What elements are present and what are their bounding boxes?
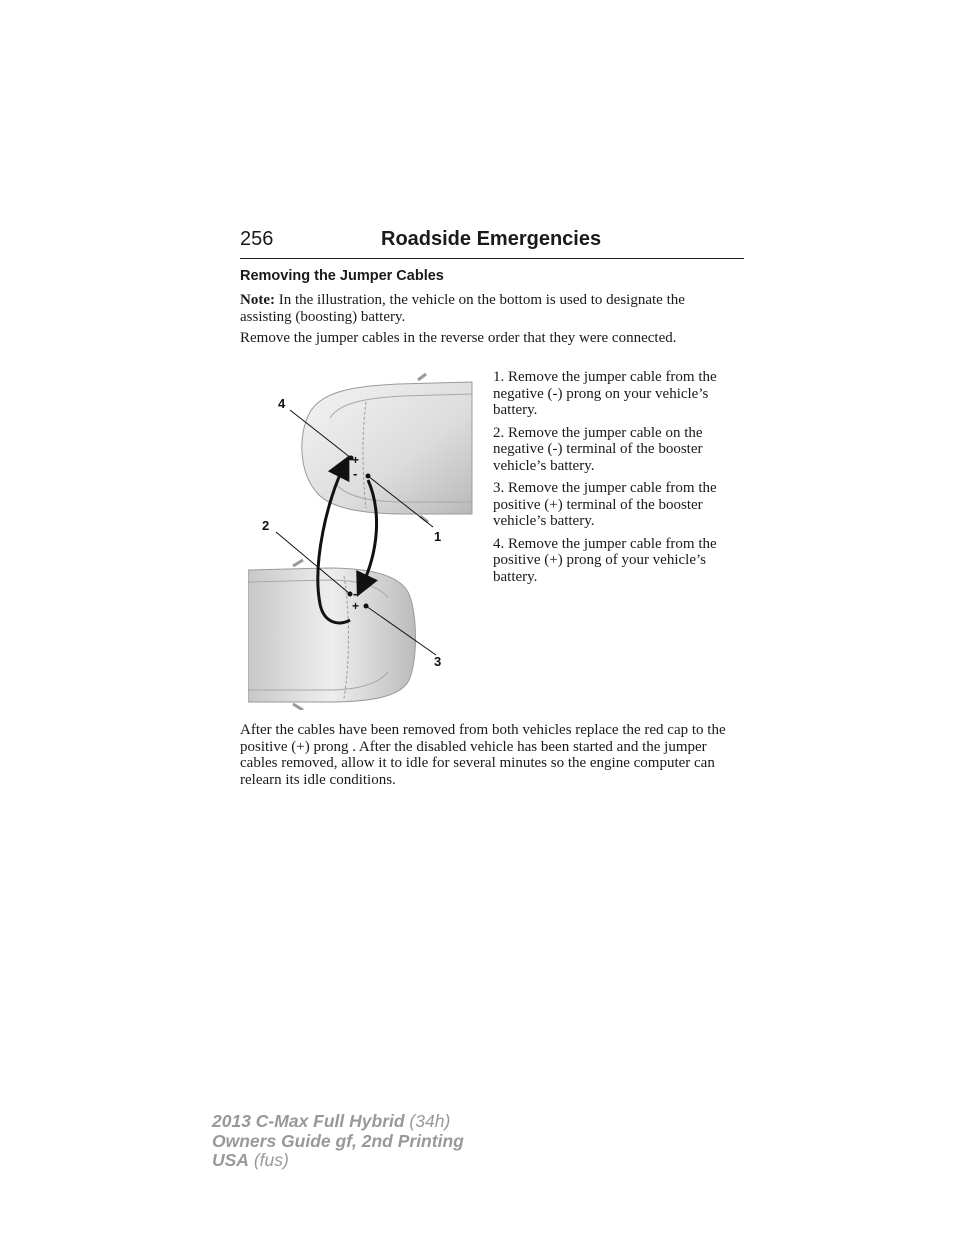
footer-line-1: 2013 C-Max Full Hybrid (34h) [212,1111,451,1131]
section-title: Removing the Jumper Cables [240,268,444,284]
step-2: 2. Remove the jumper cable on the negative (-) terminal of the booster vehicle’s battery. [493,424,703,474]
note-text: In the illustration, the vehicle on the bottom is used to designate the assisting (boosting) battery. [240,292,685,325]
step-3: 3. Remove the jumper cable from the positive (+) terminal of the booster vehicle’s battery. [493,480,717,529]
jump-start-illustration [248,372,474,710]
page-header [240,228,744,259]
removal-steps-list [493,369,743,591]
chapter-title: Roadside Emergencies [381,228,602,250]
disabled-plus-symbol: + [352,453,360,467]
booster-negative-terminal [348,592,353,597]
booster-vehicle [248,560,416,710]
page-number: 256 [240,228,274,250]
note-paragraph [240,292,740,325]
callout-4: 4 [278,396,286,411]
booster-positive-terminal [364,604,369,609]
booster-minus-symbol: - [353,586,358,601]
step-4: 4. Remove the jumper cable from the positive (+) prong of your vehicle’s battery. [493,535,717,585]
callout-1: 1 [434,529,442,544]
disabled-negative-terminal [366,474,371,479]
note-label: Note: [240,292,275,308]
page-footer [212,1112,464,1171]
vehicles-diagram [248,372,474,710]
step-1: 1. Remove the jumper cable from the negative (-) prong on your vehicle’s battery. [493,369,717,418]
closing-paragraph: After the cables have been removed from both vehicles replace the red cap to the positive (+) prong . After the disabled vehicle has been started and the jumper cables removed, allow it to idle for several minutes so the engine computer can relearn its idle conditions. [240,722,726,788]
booster-plus-symbol: + [352,599,360,613]
callout-3: 3 [434,654,442,669]
disabled-vehicle [302,374,472,522]
disabled-minus-symbol: - [353,466,358,481]
footer-line-3: USA (fus) [212,1150,289,1170]
intro-paragraph: Remove the jumper cables in the reverse order that they were connected. [240,330,677,346]
footer-line-2: Owners Guide gf, 2nd Printing [212,1130,464,1151]
callout-2: 2 [262,518,270,533]
